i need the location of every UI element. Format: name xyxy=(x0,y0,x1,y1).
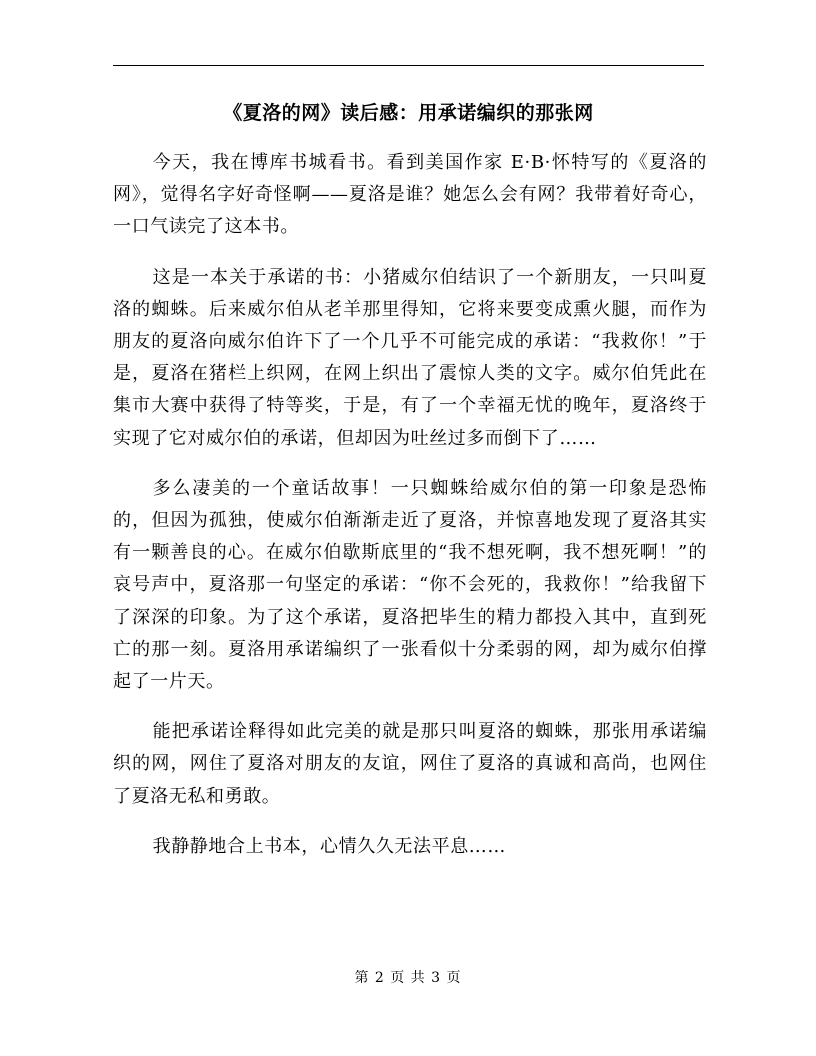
document-body xyxy=(113,147,707,881)
paragraph-4: 能把承诺诠释得如此完美的就是那只叫夏洛的蜘蛛，那张用承诺编织的网，网住了夏洛对朋友的友谊，网住了夏洛的真诚和高尚，也网住了夏洛无私和勇敢。 xyxy=(113,721,707,807)
paragraph-1: 今天，我在博库书城看书。看到美国作家 E·B·怀特写的《夏洛的网》，觉得名字好奇怪啊——夏洛是谁？她怎么会有网？我带着好奇心，一口气读完了这本书。 xyxy=(113,152,707,238)
document-title: 《夏洛的网》读后感：用承诺编织的那张网 xyxy=(223,102,594,124)
header-rule xyxy=(113,65,704,66)
paragraph-3: 多么凄美的一个童话故事！一只蜘蛛给威尔伯的第一印象是恐怖的，但因为孤独，使威尔伯渐渐走近了夏洛，并惊喜地发现了夏洛其实有一颗善良的心。在威尔伯歇斯底里的“我不想死啊，我不想死啊！”的哀号声中，夏洛那一句坚定的承诺：“你不会死的，我救你！”给我留下了深深的印象。为了这个承诺，夏洛把毕生的精力都投入其中，直到死亡的那一刻。夏洛用承诺编织了一张看似十分柔弱的网，却为威尔伯撑起了一片天。 xyxy=(113,477,707,693)
paragraph-2: 这是一本关于承诺的书：小猪威尔伯结识了一个新朋友，一只叫夏洛的蜘蛛。后来威尔伯从老羊那里得知，它将来要变成熏火腿，而作为朋友的夏洛向威尔伯许下了一个几乎不可能完成的承诺：“我救你！”于是，夏洛在猪栏上织网，在网上织出了震惊人类的文字。威尔伯凭此在集市大赛中获得了特等奖，于是，有了一个幸福无忧的晚年，夏洛终于实现了它对威尔伯的承诺，但却因为吐丝过多而倒下了…… xyxy=(113,266,707,449)
page-footer: 第 2 页 共 3 页 xyxy=(354,970,462,986)
paragraph-5: 我静静地合上书本，心情久久无法平息…… xyxy=(152,835,506,857)
